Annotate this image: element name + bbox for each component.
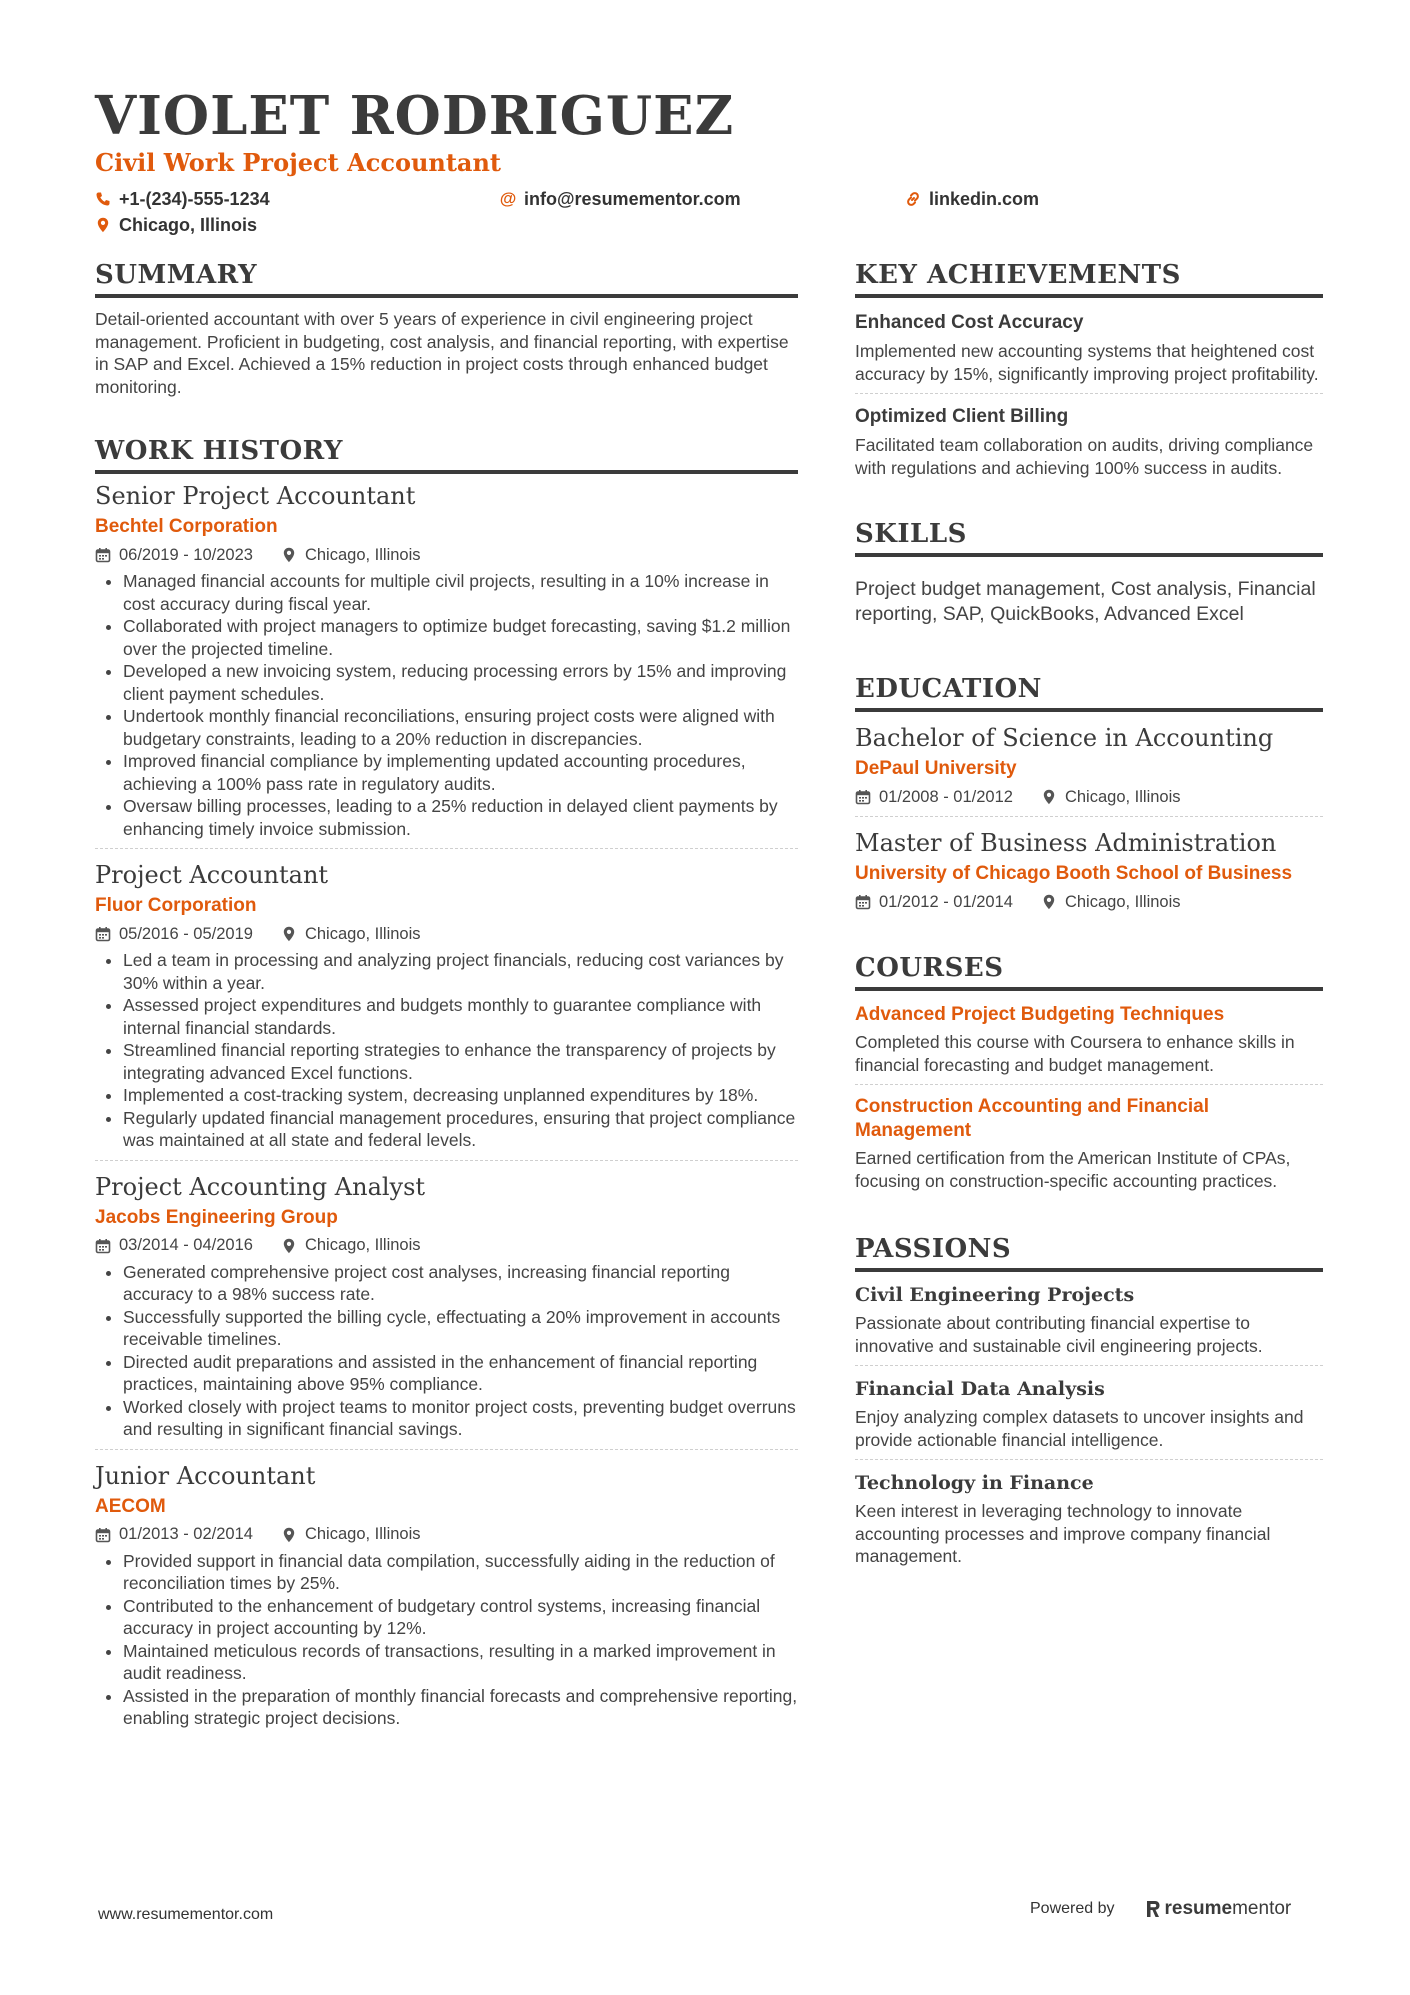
calendar-icon [855,894,871,910]
achievement-item [855,404,1323,479]
phone-contact [95,189,500,210]
calendar-icon [95,1238,111,1254]
job-entry [95,1171,798,1441]
education-location-text: Chicago, Illinois [1064,787,1181,806]
bullet-item: • Undertook monthly financial reconciliations, ensuring project costs were aligned with budgetary constraints, leading to a 20% reduction in discrepancies. [123,705,798,750]
job-title: Project Accounting Analyst [95,1172,426,1201]
bullet-item: • Implemented a cost-tracking system, decreasing unplanned expenditures by 18%. [123,1084,798,1107]
calendar-icon [855,789,871,805]
bullet-item: • Led a team in processing and analyzing project financials, reducing cost variances by 30% within a year. [123,949,798,994]
location-row [95,212,1325,238]
email-link[interactable]: info@resumementor.com [524,188,741,209]
phone-text: +1-(234)-555-1234 [119,188,270,209]
resume-header [95,84,1325,238]
degree-title: Master of Business Administration [855,829,1277,857]
job-dates: 03/2014 - 04/2016 [119,1236,253,1254]
left-column [95,258,798,1730]
work-history-heading: WORK HISTORY [95,434,798,474]
course-item [855,1095,1323,1192]
key-achievements-heading: KEY ACHIEVEMENTS [855,258,1323,298]
passion-item [855,1376,1323,1451]
achievement-text: Facilitated team collaboration on audits, driving compliance with regulations and achieving 100% success in audits. [855,435,1314,478]
achievement-item [855,310,1323,385]
education-dates: 01/2008 - 01/2012 [879,787,1013,806]
location-pin-icon [281,1527,297,1543]
passion-title: Technology in Finance [855,1472,1094,1494]
job-entry [95,1460,798,1730]
achievement-title: Optimized Client Billing [855,406,1069,427]
job-entry [95,480,798,840]
achievement-title: Enhanced Cost Accuracy [855,312,1084,333]
job-location [281,1525,421,1544]
summary-heading: SUMMARY [95,258,798,298]
phone-icon [95,191,111,207]
bullet-item: • Collaborated with project managers to optimize budget forecasting, saving $1.2 million over the projected timeline. [123,615,798,660]
bullet-item: • Provided support in financial data compilation, successfully aiding in the reduction of reconciliation times by 25%. [123,1550,798,1595]
bullet-item: • Oversaw billing processes, leading to a 25% reduction in delayed client payments by enhancing timely invoice submission. [123,795,798,840]
bullet-item: • Improved financial compliance by implementing updated accounting procedures, achieving a 100% pass rate in regulatory audits. [123,750,798,795]
calendar-icon [95,926,111,942]
bullet-item: • Maintained meticulous records of transactions, resulting in a marked improvement in audit readiness. [123,1640,798,1685]
job-location-text: Chicago, Illinois [304,545,421,564]
education-item [855,827,1323,913]
location-pin-icon [95,217,111,233]
company-name: Fluor Corporation [95,895,257,916]
powered-by-label: Powered by [1030,1900,1115,1917]
education-heading: EDUCATION [855,672,1323,712]
at-icon: @ [499,189,517,208]
job-meta [95,544,798,566]
footer-website[interactable]: www.resumementor.com [98,1906,274,1923]
job-dates: 01/2013 - 02/2014 [119,1525,253,1543]
job-location-text: Chicago, Illinois [304,1236,421,1254]
location-pin-icon [1041,789,1057,805]
passion-text: Enjoy analyzing complex datasets to uncover insights and provide actionable financial intelligence. [855,1407,1304,1450]
bullet-item: • Assisted in the preparation of monthly financial forecasts and comprehensive reporting, enabling strategic project decisions. [123,1685,798,1730]
course-title: Advanced Project Budgeting Techniques [855,1004,1225,1025]
location-pin-icon [1041,894,1057,910]
education-location [1041,788,1181,807]
footer-branding [1030,1898,1291,1920]
job-title: Project Accountant [95,861,329,889]
job-location [281,1236,421,1255]
course-text: Earned certification from the American Institute of CPAs, focusing on construction-specific accounting practices. [855,1148,1291,1191]
brand-logo[interactable] [1145,1898,1292,1920]
passion-item [855,1470,1323,1568]
linkedin-link[interactable]: linkedin.com [929,188,1040,209]
bullet-item: • Developed a new invoicing system, reducing processing errors by 15% and improving client payment schedules. [123,660,798,705]
education-location [1041,893,1181,912]
right-column [855,258,1323,1568]
skills-text: Project budget management, Cost analysis, Financial reporting, SAP, QuickBooks, Advanced Excel [855,578,1316,625]
courses-heading: COURSES [855,951,1323,991]
bullet-item: • Regularly updated financial management procedures, ensuring that project compliance was maintained at all state and federal levels. [123,1107,798,1152]
passion-title: Civil Engineering Projects [855,1284,1135,1306]
education-meta [855,891,1323,913]
company-name: AECOM [95,1495,166,1517]
education-dates: 01/2012 - 01/2014 [879,892,1013,911]
location-text: Chicago, Illinois [119,214,258,235]
bullet-item: • Generated comprehensive project cost analyses, increasing financial reporting accuracy to a 98% success rate. [123,1261,798,1306]
location-pin-icon [281,1238,297,1254]
job-title: Junior Accountant [95,1461,316,1490]
linkedin-contact[interactable] [905,189,1039,210]
passion-text: Passionate about contributing financial expertise to innovative and sustainable civil engineering projects. [855,1313,1263,1356]
passion-text: Keen interest in leveraging technology to innovate accounting processes and improve company financial management. [855,1501,1271,1566]
divider [855,1459,1323,1460]
divider [855,393,1323,394]
location-pin-icon [281,926,297,942]
email-contact[interactable] [500,189,905,210]
skills-heading: SKILLS [855,517,1323,557]
divider [95,1160,798,1161]
divider [855,816,1323,817]
location-contact [95,215,257,236]
education-meta [855,786,1323,808]
degree-title: Bachelor of Science in Accounting [855,724,1274,752]
job-location-text: Chicago, Illinois [304,924,421,943]
resumementor-logo-icon [1145,1899,1161,1919]
candidate-title: Civil Work Project Accountant [95,148,502,177]
job-meta [95,1235,798,1257]
passions-heading: PASSIONS [855,1232,1323,1272]
passion-title: Financial Data Analysis [855,1378,1105,1400]
job-bullets [95,570,798,840]
bullet-item: • Managed financial accounts for multiple civil projects, resulting in a 10% increase in cost accuracy during fiscal year. [123,570,798,615]
candidate-name: VIOLET RODRIGUEZ [95,85,735,147]
job-bullets [95,1550,798,1730]
divider [95,848,798,849]
location-pin-icon [281,547,297,563]
job-meta [95,923,798,945]
brand-name-part2: mentor [1232,1898,1292,1919]
school-name: DePaul University [855,758,1017,779]
course-title: Construction Accounting and Financial Management [855,1096,1209,1141]
bullet-item: • Successfully supported the billing cycle, effectuating a 20% improvement in accounts receivable timelines. [123,1306,798,1351]
contact-row [95,186,1325,212]
job-title: Senior Project Accountant [95,482,416,510]
job-dates: 06/2019 - 10/2023 [119,545,253,564]
bullet-item: • Worked closely with project teams to monitor project costs, preventing budget overruns and resulting in significant financial savings. [123,1396,798,1441]
calendar-icon [95,547,111,563]
brand-name-part1: resume [1164,1898,1233,1919]
bullet-item: • Streamlined financial reporting strategies to enhance the transparency of projects by integrating advanced Excel functions. [123,1039,798,1084]
job-dates: 05/2016 - 05/2019 [119,924,253,943]
job-location-text: Chicago, Illinois [304,1525,421,1543]
divider [855,1084,1323,1085]
course-item [855,1003,1323,1076]
job-meta [95,1524,798,1546]
education-location-text: Chicago, Illinois [1064,892,1181,911]
school-name: University of Chicago Booth School of Business [855,863,1293,884]
job-bullets [95,949,798,1152]
bullet-item: • Contributed to the enhancement of budgetary control systems, increasing financial accuracy in project accounting by 12%. [123,1595,798,1640]
job-location [281,925,421,944]
link-icon [905,191,921,207]
summary-text: Detail-oriented accountant with over 5 years of experience in civil engineering project management. Proficient in budgeting, cost analysis, and financial reporting, with expertise in SAP and Excel. Achieved a 15% reduction in project costs through enhanced budget monitoring. [95,309,789,397]
job-bullets [95,1261,798,1441]
bullet-item: • Directed audit preparations and assisted in the enhancement of financial reporting practices, maintaining above 95% compliance. [123,1351,798,1396]
education-item [855,722,1323,808]
calendar-icon [95,1527,111,1543]
achievement-text: Implemented new accounting systems that heightened cost accuracy by 15%, significantly improving project profitability. [855,341,1319,384]
company-name: Bechtel Corporation [95,516,278,537]
job-entry [95,859,798,1152]
passion-item [855,1282,1323,1357]
bullet-item: • Assessed project expenditures and budgets monthly to guarantee compliance with internal financial standards. [123,994,798,1039]
divider [95,1449,798,1450]
job-location [281,546,421,565]
course-text: Completed this course with Coursera to enhance skills in financial forecasting and budget management. [855,1032,1295,1075]
company-name: Jacobs Engineering Group [95,1206,338,1228]
divider [855,1365,1323,1366]
